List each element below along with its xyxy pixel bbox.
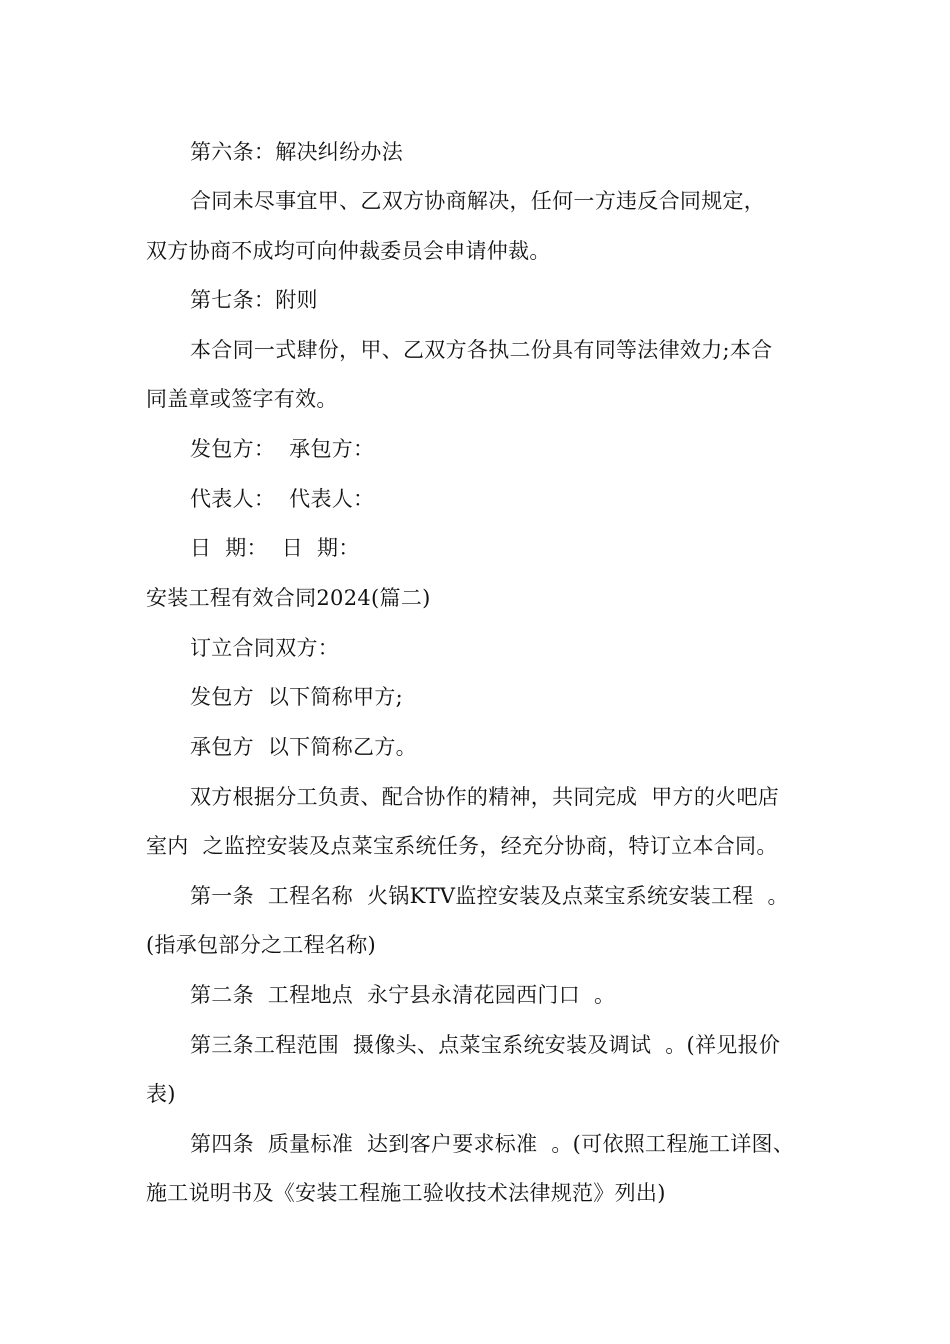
party-a-line: 发包方 以下简称甲方; bbox=[190, 685, 404, 709]
article-4-line-2: 施工说明书及《安装工程施工验收技术法律规范》列出) bbox=[146, 1181, 666, 1205]
contract-parties-heading: 订立合同双方： bbox=[190, 636, 340, 660]
article-1-line-2: (指承包部分之工程名称) bbox=[146, 933, 376, 957]
article-7-text-line-1: 本合同一式肆份，甲、乙双方各执二份具有同等法律效力;本合 bbox=[190, 338, 773, 362]
article-2-line: 第二条 工程地点 永宁县永清花园西门口 。 bbox=[190, 983, 616, 1007]
signature-representative-line: 代表人： 代表人： bbox=[190, 487, 375, 511]
signature-date-line: 日 期： 日 期： bbox=[190, 536, 360, 560]
article-4-line-1: 第四条 质量标准 达到客户要求标准 。(可依照工程施工详图、 bbox=[190, 1132, 795, 1156]
article-6-text-line-1: 合同未尽事宜甲、乙双方协商解决，任何一方违反合同规定， bbox=[190, 189, 766, 213]
intro-text-line-1: 双方根据分工负责、配合协作的精神，共同完成 甲方的火吧店 bbox=[190, 785, 780, 809]
article-3-line-2: 表) bbox=[146, 1082, 176, 1106]
contract-two-title: 安装工程有效合同2024(篇二) bbox=[146, 586, 431, 610]
article-3-line-1: 第三条工程范围 摄像头、点菜宝系统安装及调试 。(祥见报价 bbox=[190, 1033, 781, 1057]
signature-party-line: 发包方： 承包方： bbox=[190, 437, 375, 461]
party-b-line: 承包方 以下简称乙方。 bbox=[190, 735, 417, 759]
article-6-text-line-2: 双方协商不成均可向仲裁委员会申请仲裁。 bbox=[146, 239, 551, 263]
article-1-line-1: 第一条 工程名称 火锅KTV监控安装及点菜宝系统安装工程 。 bbox=[190, 884, 789, 908]
intro-text-line-2: 室内 之监控安装及点菜宝系统任务，经充分协商，特订立本合同。 bbox=[146, 834, 778, 858]
article-7-text-line-2: 同盖章或签字有效。 bbox=[146, 387, 338, 411]
article-6-heading: 第六条：解决纠纷办法 bbox=[190, 140, 403, 164]
article-7-heading: 第七条：附则 bbox=[190, 288, 318, 312]
